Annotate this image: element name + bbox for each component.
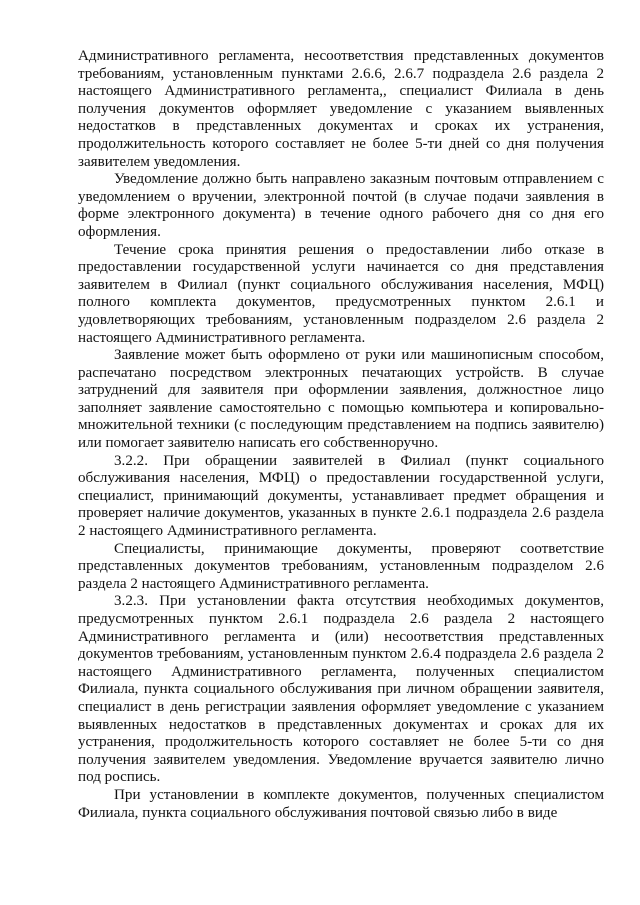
paragraph-specialists-check: Специалисты, принимающие документы, проверяют соответствие представленных документов требованиям, установленным подразделом 2.6 раздела 2 настоящего Административного регламента. — [78, 540, 604, 592]
paragraph-postal-documents: При установлении в комплекте документов, полученных специалистом Филиала, пункта социального обслуживания почтовой связью либо в виде — [78, 786, 604, 821]
paragraph-application-form: Заявление может быть оформлено от руки или машинописным способом, распечатано посредством электронных печатающих устройств. В случае затруднений для заявителя при оформлении заявления, должностное лицо заполняет заявление самостоятельно с помощью компьютера и копировально-множительной техники (с последующим представлением на подпись заявителю) или помогает заявителю написать его собственноручно. — [78, 347, 604, 452]
paragraph-decision-term: Течение срока принятия решения о предоставлении либо отказе в предоставлении государственной услуги начинается со дня представления заявителем в Филиал (пункт социального обслуживания населения, МФЦ) полного комплекта документов, предусмотренных пунктом 2.6.1 и удовлетворяющих требованиям, установленным подразделом 2.6 раздела 2 настоящего Административного регламента. — [78, 241, 604, 346]
paragraph-notification-delivery: Уведомление должно быть направлено заказным почтовым отправлением с уведомлением о вручении, электронной почтой (в случае подачи заявления в форме электронного документа) в течение одного рабочего дня со дня его оформления. — [78, 171, 604, 240]
paragraph-section-3-2-2: 3.2.2. При обращении заявителей в Филиал (пункт социального обслуживания населения, МФЦ) о предоставлении государственной услуги, специалист, принимающий документы, устанавливает предмет обращения и проверяет наличие документов, указанных в пункте 2.6.1 подраздела 2.6 раздела 2 настоящего Административного регламента. — [78, 452, 604, 540]
paragraph-section-3-2-3: 3.2.3. При установлении факта отсутствия необходимых документов, предусмотренных пунктом 2.6.1 подраздела 2.6 раздела 2 настоящего Административного регламента и (или) несоответствия представленных документов требованиям, установленным пунктом 2.6.4 подраздела 2.6 раздела 2 настоящего Административного регламента, полученных специалистом Филиала, пункта социального обслуживания при личном обращении заявителя, специалист в день регистрации заявления оформляет уведомление с указанием выявленных недостатков в представленных документах и сроках для их устранения, продолжительность которого составляет не более 5-ти со дня получения заявителем уведомления. Уведомление вручается заявителю лично под роспись. — [78, 593, 604, 786]
paragraph-continuation: Административного регламента, несоответствия представленных документов требованиям, установленным пунктами 2.6.6, 2.6.7 подраздела 2.6 раздела 2 настоящего Административного регламента,, специалист Филиала в день получения документов оформляет уведомление с указанием выявленных недостатков в представленных документах и сроках их устранения, продолжительность которого составляет не более 5-ти дней со дня получения заявителем уведомления. — [78, 48, 604, 170]
document-body — [78, 48, 604, 822]
